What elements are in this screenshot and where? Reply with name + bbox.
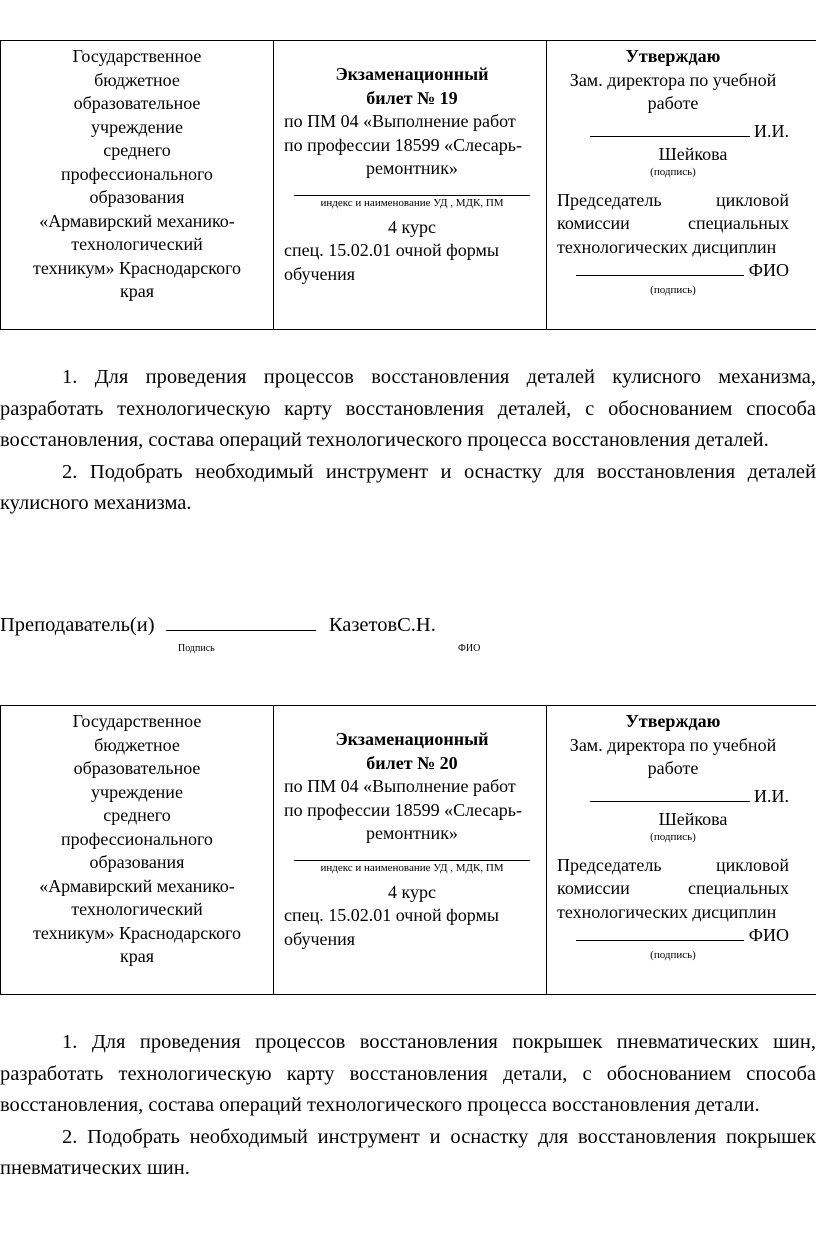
chair-word: Председатель bbox=[557, 854, 662, 875]
ticket-info-cell bbox=[274, 706, 547, 995]
chair-fio: ФИО bbox=[748, 925, 789, 945]
index-caption: индекс и наименование УД , МДК, ПМ bbox=[320, 861, 504, 874]
org-line: учреждение bbox=[91, 781, 183, 802]
org-line: бюджетное bbox=[94, 69, 180, 90]
chair-signature-row bbox=[557, 924, 789, 948]
chair-word: специальных bbox=[688, 878, 789, 898]
chair-signature-caption: (подпись) bbox=[650, 948, 696, 961]
chair-word: комиссии bbox=[557, 878, 630, 898]
chair-word: цикловой bbox=[715, 854, 789, 875]
teacher-name: КазетовС.Н. bbox=[328, 614, 436, 636]
approve-signature-row bbox=[557, 785, 789, 809]
teacher-signature-line bbox=[166, 630, 316, 631]
ticket-info-cell bbox=[274, 41, 547, 330]
ticket-number: билет № 20 bbox=[366, 752, 458, 773]
org-line: «Армавирский механико- bbox=[39, 210, 235, 231]
chair-line bbox=[557, 854, 789, 878]
org-line: профессионального bbox=[61, 828, 213, 849]
teacher-fio-caption: ФИО bbox=[458, 643, 481, 654]
approve-line: Зам. директора по учебной bbox=[569, 734, 777, 755]
org-line: технологический bbox=[71, 234, 203, 254]
ticket-header-table-20 bbox=[0, 705, 816, 995]
task-item: 1. Для проведения процессов восстановления покрышек пневматических шин, разработать технологическую карту восстановления детали, с обоснованием способа восстановления, состава операций технологического процесса восстановления детали. bbox=[0, 1031, 816, 1116]
signature-line bbox=[590, 801, 750, 802]
approve-initials: И.И. bbox=[754, 785, 789, 806]
signature-line bbox=[576, 275, 744, 276]
signature-caption: (подпись) bbox=[650, 165, 696, 178]
org-line: Государственное bbox=[72, 46, 202, 66]
teacher-sign-caption: Подпись bbox=[178, 643, 215, 654]
org-line: края bbox=[119, 281, 154, 301]
approve-title: Утверждаю bbox=[625, 46, 721, 66]
chair-line: технологических дисциплин bbox=[557, 901, 777, 922]
approve-line: работе bbox=[647, 758, 699, 778]
org-line: технологический bbox=[71, 899, 203, 919]
org-line: образовательное bbox=[73, 93, 201, 113]
signature-line bbox=[590, 136, 750, 137]
org-line: образовательное bbox=[73, 758, 201, 778]
org-line: «Армавирский механико- bbox=[39, 875, 235, 896]
org-line: техникум» Краснодарского bbox=[32, 922, 242, 943]
course: 4 курс bbox=[388, 216, 436, 237]
org-line: среднего bbox=[103, 805, 171, 825]
chair-line: технологических дисциплин bbox=[557, 236, 777, 257]
subject-line: ремонтник» bbox=[366, 158, 458, 178]
approval-cell bbox=[547, 706, 816, 995]
ticket-title: Экзаменационный bbox=[335, 64, 489, 84]
index-caption: индекс и наименование УД , МДК, ПМ bbox=[320, 196, 504, 209]
study-form: обучения bbox=[284, 263, 356, 284]
chair-word: цикловой bbox=[715, 189, 789, 210]
ticket-20-tasks bbox=[0, 1027, 816, 1185]
chair-fio: ФИО bbox=[748, 260, 789, 280]
chair-signature-row bbox=[557, 259, 789, 283]
chair-word: специальных bbox=[688, 213, 789, 233]
signature-line bbox=[576, 940, 744, 941]
subject-line: по ПМ 04 «Выполнение работ bbox=[284, 776, 516, 796]
ticket-title: Экзаменационный bbox=[335, 729, 489, 749]
subject-line: по профессии 18599 «Слесарь- bbox=[284, 134, 522, 155]
approve-name: Шейкова bbox=[658, 809, 728, 829]
org-cell bbox=[1, 706, 274, 995]
org-line: профессионального bbox=[61, 163, 213, 184]
task-item: 2. Подобрать необходимый инструмент и оснастку для восстановления покрышек пневматических шин. bbox=[0, 1125, 816, 1179]
approve-initials: И.И. bbox=[754, 120, 789, 141]
specialty: спец. 15.02.01 очной формы bbox=[284, 240, 499, 260]
chair-word: Председатель bbox=[557, 189, 662, 210]
course: 4 курс bbox=[388, 881, 436, 902]
ticket-number: билет № 19 bbox=[366, 87, 458, 108]
org-line: Государственное bbox=[72, 711, 202, 731]
approve-title: Утверждаю bbox=[625, 711, 721, 731]
specialty: спец. 15.02.01 очной формы bbox=[284, 905, 499, 925]
approve-line: работе bbox=[647, 93, 699, 113]
org-line: бюджетное bbox=[94, 734, 180, 755]
org-line: образования bbox=[89, 852, 185, 872]
org-line: учреждение bbox=[91, 116, 183, 137]
task-item: 2. Подобрать необходимый инструмент и оснастку для восстановления деталей кулисного механизма. bbox=[0, 460, 816, 514]
approve-signature-row bbox=[557, 120, 789, 144]
org-line: края bbox=[119, 946, 154, 966]
org-line: среднего bbox=[103, 140, 171, 160]
chair-line bbox=[557, 212, 789, 236]
org-line: техникум» Краснодарского bbox=[32, 257, 242, 278]
task-item: 1. Для проведения процессов восстановления деталей кулисного механизма, разработать технологическую карту восстановления деталей, с обоснованием способа восстановления, состава операций технологического процесса восстановления деталей. bbox=[0, 366, 816, 451]
approve-line: Зам. директора по учебной bbox=[569, 69, 777, 90]
ticket-header-table-19 bbox=[0, 40, 816, 330]
approval-cell bbox=[547, 41, 816, 330]
org-line: образования bbox=[89, 187, 185, 207]
ticket-19-tasks bbox=[0, 362, 816, 520]
subject-line: ремонтник» bbox=[366, 823, 458, 843]
study-form: обучения bbox=[284, 928, 356, 949]
subject-line: по профессии 18599 «Слесарь- bbox=[284, 799, 522, 820]
teacher-row bbox=[0, 614, 436, 637]
teacher-label: Преподаватель(и) bbox=[0, 614, 155, 636]
chair-signature-caption: (подпись) bbox=[650, 283, 696, 296]
org-cell bbox=[1, 41, 274, 330]
chair-line bbox=[557, 189, 789, 213]
chair-line bbox=[557, 877, 789, 901]
approve-name: Шейкова bbox=[658, 144, 728, 164]
chair-word: комиссии bbox=[557, 213, 630, 233]
subject-line: по ПМ 04 «Выполнение работ bbox=[284, 111, 516, 131]
signature-caption: (подпись) bbox=[650, 830, 696, 843]
